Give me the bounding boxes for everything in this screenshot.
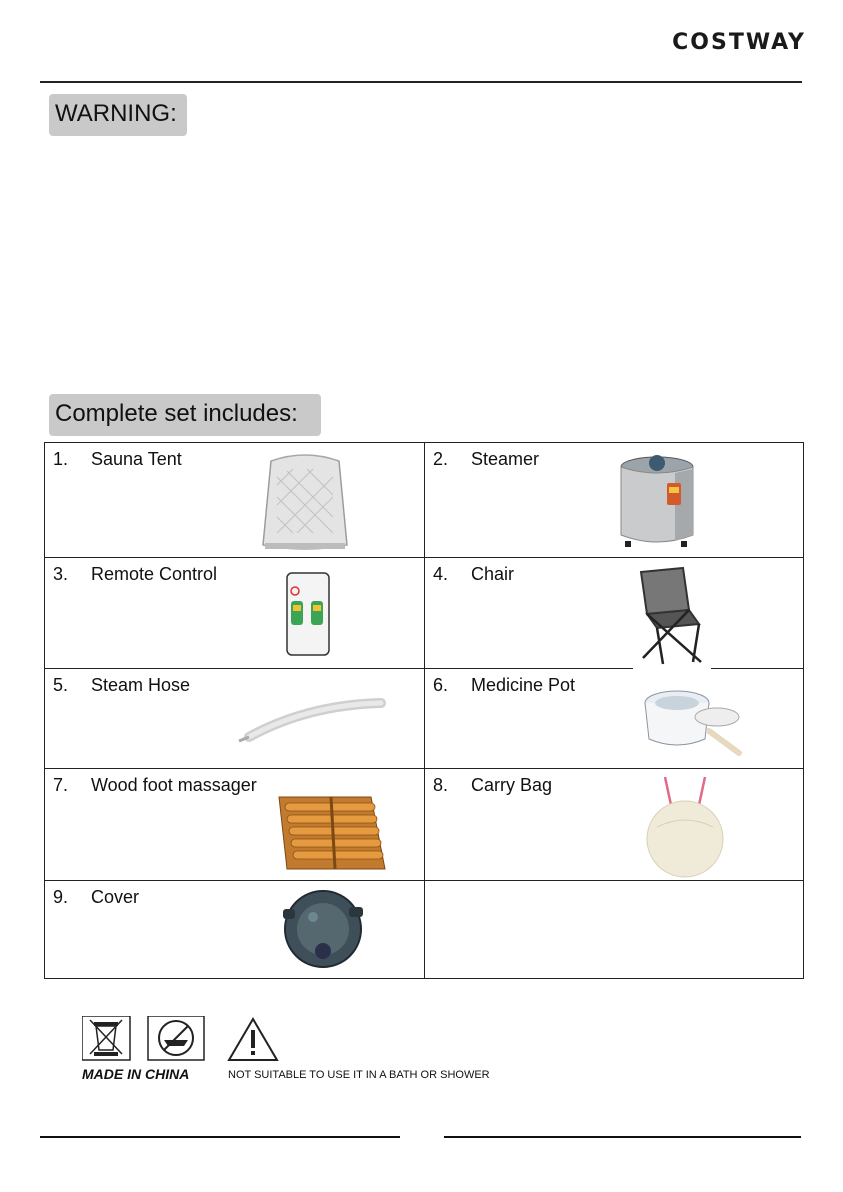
warning-triangle-icon — [226, 1016, 280, 1064]
part-cell-1 — [45, 443, 425, 558]
header-divider — [40, 81, 802, 83]
steamer-image — [615, 449, 705, 555]
part-cell-2 — [425, 443, 804, 558]
carry-bag-image — [643, 773, 727, 879]
part-number: 7. — [53, 775, 69, 795]
part-cell-9 — [45, 881, 425, 979]
part-name: Steam Hose — [91, 675, 191, 695]
part-number: 8. — [433, 775, 449, 795]
part-name: Chair — [471, 564, 515, 584]
parts-table — [44, 442, 804, 979]
part-name: Medicine Pot — [471, 675, 576, 695]
cover-image — [279, 887, 371, 973]
part-cell-5 — [45, 669, 425, 769]
part-cell-7 — [45, 769, 425, 881]
part-number: 2. — [433, 449, 449, 469]
remote-control-image — [285, 571, 333, 659]
part-number: 1. — [53, 449, 69, 469]
chair-image — [633, 566, 711, 670]
part-number: 6. — [433, 675, 449, 695]
foot-massager-image — [273, 789, 389, 877]
made-in-label: MADE IN CHINA — [82, 1066, 190, 1082]
part-name: Sauna Tent — [91, 449, 182, 469]
part-name: Wood foot massager — [91, 775, 257, 795]
part-name: Carry Bag — [471, 775, 553, 795]
sauna-tent-image — [257, 447, 353, 555]
part-name: Cover — [91, 887, 140, 907]
set-heading: Complete set includes: — [49, 394, 321, 436]
brand-logo: COSTWAY — [672, 30, 806, 55]
part-name: Steamer — [471, 449, 540, 469]
part-number: 9. — [53, 887, 69, 907]
empty-cell — [425, 881, 804, 979]
part-number: 3. — [53, 564, 69, 584]
warning-heading: WARNING: — [49, 94, 187, 136]
part-cell-6 — [425, 669, 804, 769]
medicine-pot-image — [637, 681, 747, 759]
part-cell-4 — [425, 558, 804, 669]
part-name: Remote Control — [91, 564, 218, 584]
part-number: 5. — [53, 675, 69, 695]
steam-hose-image — [237, 689, 387, 749]
part-cell-8 — [425, 769, 804, 881]
footer-line-left — [40, 1136, 400, 1138]
footer-line-right — [444, 1136, 801, 1138]
bath-shower-notice: NOT SUITABLE TO USE IT IN A BATH OR SHOWER — [228, 1069, 490, 1081]
weee-bin-icon — [82, 1016, 130, 1060]
part-cell-3 — [45, 558, 425, 669]
part-number: 4. — [433, 564, 449, 584]
no-bath-icon — [148, 1016, 204, 1060]
